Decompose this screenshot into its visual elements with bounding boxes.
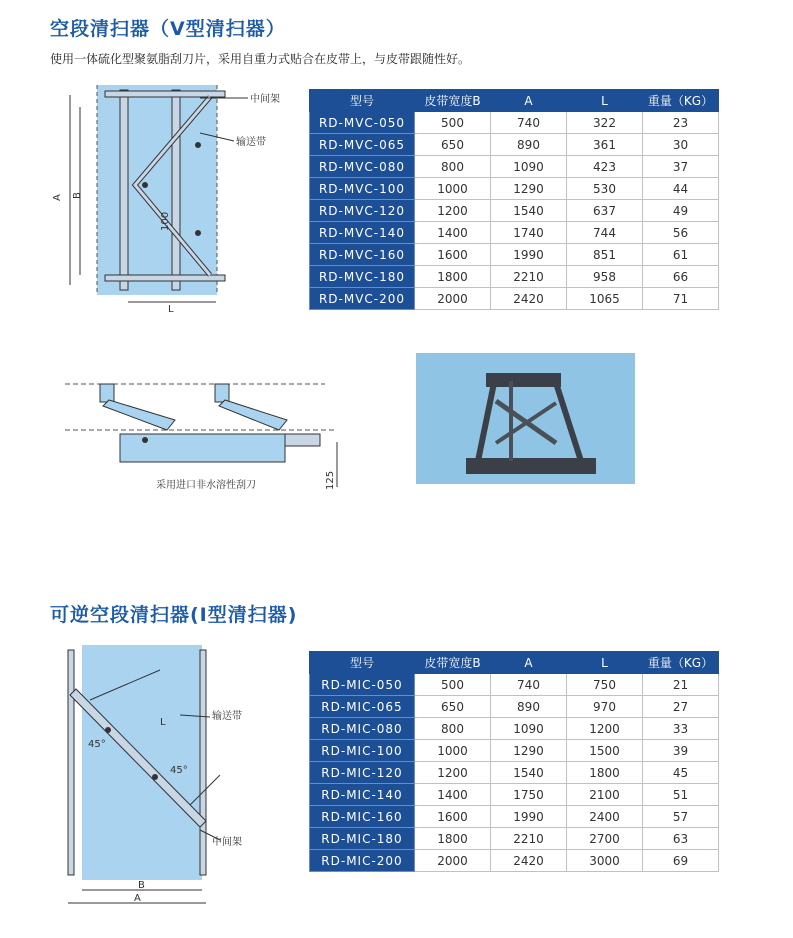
v-cleaner-table xyxy=(309,89,719,310)
value-cell: 66 xyxy=(643,266,719,288)
value-cell: 21 xyxy=(643,674,719,696)
value-cell: 37 xyxy=(643,156,719,178)
model-cell: RD-MVC-140 xyxy=(310,222,415,244)
value-cell: 23 xyxy=(643,112,719,134)
table-row xyxy=(310,740,719,762)
model-cell: RD-MVC-160 xyxy=(310,244,415,266)
table-header-3: L xyxy=(567,652,643,674)
table-row xyxy=(310,222,719,244)
table-row xyxy=(310,200,719,222)
cleaner-photo xyxy=(416,353,635,484)
model-cell: RD-MVC-100 xyxy=(310,178,415,200)
value-cell: 740 xyxy=(491,674,567,696)
model-cell: RD-MIC-180 xyxy=(310,828,415,850)
table-row xyxy=(310,850,719,872)
table-row xyxy=(310,784,719,806)
value-cell: 1990 xyxy=(491,244,567,266)
value-cell: 500 xyxy=(415,112,491,134)
dim-b2-label: B xyxy=(138,880,145,891)
value-cell: 2210 xyxy=(491,828,567,850)
value-cell: 650 xyxy=(415,134,491,156)
value-cell: 2400 xyxy=(567,806,643,828)
table-row xyxy=(310,244,719,266)
value-cell: 1200 xyxy=(567,718,643,740)
cleaner-photo-illustration xyxy=(416,353,635,484)
table-row xyxy=(310,112,719,134)
value-cell: 322 xyxy=(567,112,643,134)
model-cell: RD-MIC-200 xyxy=(310,850,415,872)
frame-label-2: 中间架 xyxy=(212,837,242,848)
model-cell: RD-MIC-065 xyxy=(310,696,415,718)
value-cell: 1090 xyxy=(491,718,567,740)
value-cell: 33 xyxy=(643,718,719,740)
value-cell: 970 xyxy=(567,696,643,718)
value-cell: 1600 xyxy=(415,806,491,828)
value-cell: 49 xyxy=(643,200,719,222)
section1-title: 空段清扫器（V型清扫器） xyxy=(50,18,286,40)
model-cell: RD-MVC-065 xyxy=(310,134,415,156)
belt-label: 输送带 xyxy=(236,137,266,148)
table-row xyxy=(310,718,719,740)
side-diagram-caption: 采用进口非水溶性刮刀 xyxy=(156,480,256,491)
value-cell: 958 xyxy=(567,266,643,288)
value-cell: 1740 xyxy=(491,222,567,244)
value-cell: 2420 xyxy=(491,288,567,310)
value-cell: 1500 xyxy=(567,740,643,762)
value-cell: 890 xyxy=(491,696,567,718)
value-cell: 30 xyxy=(643,134,719,156)
angle-1-label: 45° xyxy=(88,739,106,750)
value-cell: 1540 xyxy=(491,762,567,784)
table-header-1: 皮带宽度B xyxy=(415,90,491,112)
section1-subtitle: 使用一体硫化型聚氨脂刮刀片，采用自重力式贴合在皮带上，与皮带跟随性好。 xyxy=(50,52,471,66)
value-cell: 890 xyxy=(491,134,567,156)
value-cell: 1800 xyxy=(415,266,491,288)
value-cell: 1400 xyxy=(415,784,491,806)
model-cell: RD-MIC-140 xyxy=(310,784,415,806)
angle-2-label: 45° xyxy=(170,765,188,776)
table-row xyxy=(310,674,719,696)
value-cell: 750 xyxy=(567,674,643,696)
table-row xyxy=(310,762,719,784)
model-cell: RD-MIC-080 xyxy=(310,718,415,740)
table-row xyxy=(310,156,719,178)
model-cell: RD-MVC-050 xyxy=(310,112,415,134)
dim-l-label: L xyxy=(168,304,174,315)
model-cell: RD-MVC-180 xyxy=(310,266,415,288)
value-cell: 2000 xyxy=(415,288,491,310)
value-cell: 800 xyxy=(415,156,491,178)
value-cell: 851 xyxy=(567,244,643,266)
table-header-0: 型号 xyxy=(310,652,415,674)
section2-title: 可逆空段清扫器(I型清扫器) xyxy=(50,604,298,626)
value-cell: 1090 xyxy=(491,156,567,178)
model-cell: RD-MVC-200 xyxy=(310,288,415,310)
value-cell: 1200 xyxy=(415,762,491,784)
table-row xyxy=(310,828,719,850)
table-header-1: 皮带宽度B xyxy=(415,652,491,674)
value-cell: 2000 xyxy=(415,850,491,872)
value-cell: 57 xyxy=(643,806,719,828)
value-cell: 800 xyxy=(415,718,491,740)
value-cell: 1990 xyxy=(491,806,567,828)
i-cleaner-table xyxy=(309,651,719,872)
value-cell: 56 xyxy=(643,222,719,244)
value-cell: 44 xyxy=(643,178,719,200)
value-cell: 423 xyxy=(567,156,643,178)
value-cell: 51 xyxy=(643,784,719,806)
value-cell: 1290 xyxy=(491,740,567,762)
value-cell: 1000 xyxy=(415,740,491,762)
table-header-0: 型号 xyxy=(310,90,415,112)
value-cell: 1290 xyxy=(491,178,567,200)
dim-l2-label: L xyxy=(160,717,166,728)
value-cell: 1200 xyxy=(415,200,491,222)
value-cell: 27 xyxy=(643,696,719,718)
value-cell: 2420 xyxy=(491,850,567,872)
value-cell: 1750 xyxy=(491,784,567,806)
table-row xyxy=(310,288,719,310)
value-cell: 1400 xyxy=(415,222,491,244)
value-cell: 744 xyxy=(567,222,643,244)
model-cell: RD-MIC-160 xyxy=(310,806,415,828)
value-cell: 500 xyxy=(415,674,491,696)
value-cell: 361 xyxy=(567,134,643,156)
table-header-3: L xyxy=(567,90,643,112)
model-cell: RD-MIC-120 xyxy=(310,762,415,784)
table-row xyxy=(310,266,719,288)
value-cell: 1000 xyxy=(415,178,491,200)
belt-label-2: 输送带 xyxy=(212,711,242,722)
value-cell: 71 xyxy=(643,288,719,310)
table-header-2: A xyxy=(491,90,567,112)
dim-125-label: 125 xyxy=(325,470,336,490)
value-cell: 2700 xyxy=(567,828,643,850)
model-cell: RD-MIC-050 xyxy=(310,674,415,696)
value-cell: 2210 xyxy=(491,266,567,288)
value-cell: 61 xyxy=(643,244,719,266)
value-cell: 1800 xyxy=(567,762,643,784)
table-row xyxy=(310,178,719,200)
dim-b-label: B xyxy=(72,192,83,199)
table-row xyxy=(310,806,719,828)
side-mount-diagram xyxy=(65,372,345,492)
value-cell: 637 xyxy=(567,200,643,222)
frame-label: 中间架 xyxy=(250,94,280,105)
model-cell: RD-MVC-120 xyxy=(310,200,415,222)
value-cell: 2100 xyxy=(567,784,643,806)
value-cell: 530 xyxy=(567,178,643,200)
table-row xyxy=(310,696,719,718)
value-cell: 650 xyxy=(415,696,491,718)
value-cell: 740 xyxy=(491,112,567,134)
table-header-4: 重量（KG） xyxy=(643,90,719,112)
model-cell: RD-MVC-080 xyxy=(310,156,415,178)
value-cell: 1800 xyxy=(415,828,491,850)
value-cell: 39 xyxy=(643,740,719,762)
value-cell: 63 xyxy=(643,828,719,850)
v-cleaner-diagram xyxy=(50,85,280,315)
value-cell: 3000 xyxy=(567,850,643,872)
dim-a2-label: A xyxy=(134,893,141,904)
dim-100-label: 100 xyxy=(160,211,171,231)
value-cell: 1540 xyxy=(491,200,567,222)
table-row xyxy=(310,134,719,156)
value-cell: 1600 xyxy=(415,244,491,266)
value-cell: 1065 xyxy=(567,288,643,310)
value-cell: 45 xyxy=(643,762,719,784)
table-header-2: A xyxy=(491,652,567,674)
dim-a-label: A xyxy=(52,194,63,201)
table-header-4: 重量（KG） xyxy=(643,652,719,674)
value-cell: 69 xyxy=(643,850,719,872)
i-cleaner-diagram xyxy=(60,645,300,910)
model-cell: RD-MIC-100 xyxy=(310,740,415,762)
